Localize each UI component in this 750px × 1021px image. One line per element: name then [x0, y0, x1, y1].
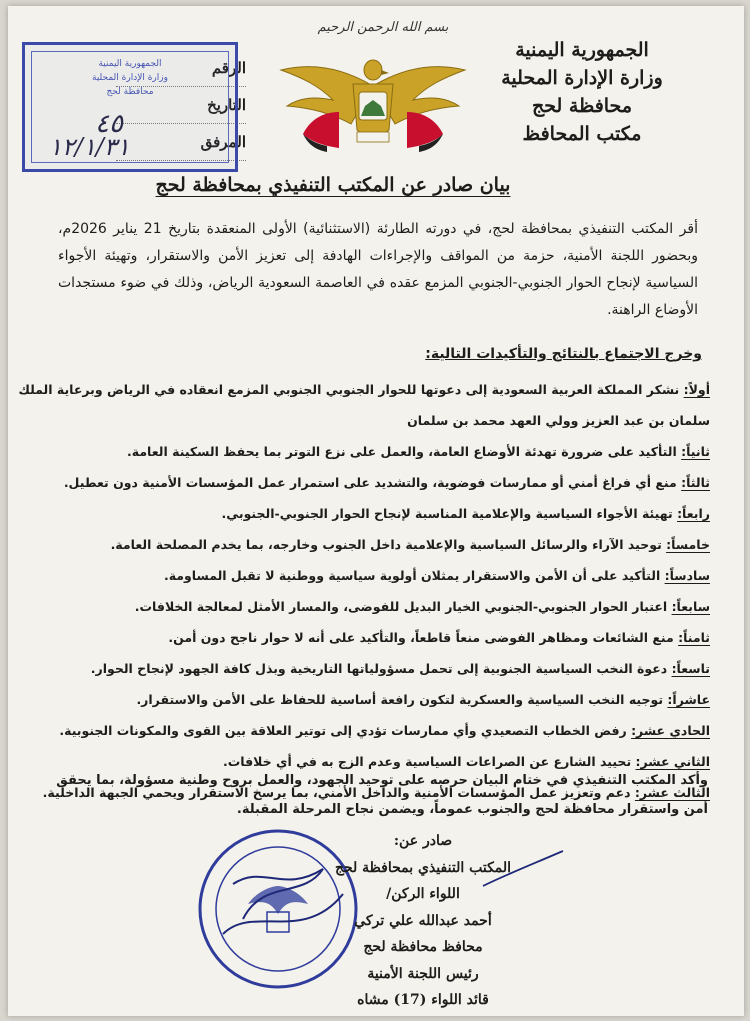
stamp-line: الجمهورية اليمنية [98, 59, 162, 69]
list-item [30, 653, 710, 684]
item-label: رابعاً: [677, 506, 710, 521]
item-label: ثانياً: [681, 444, 710, 459]
ref-number-label: الرقم [116, 50, 246, 87]
item-text: منع أي فراغ أمني أو ممارسات فوضوية، والتشديد على استمرار عمل المؤسسات الأمنية دون تعطيل. [63, 475, 677, 490]
item-text: دعم وتعزيز عمل المؤسسات الأمنية والداخل الأمني، بما يرسخ الاستقرار ويحمي الجبهة الداخلية. [42, 785, 631, 800]
results-heading: وخرج الاجتماع بالنتائج والتأكيدات التالية: [425, 346, 702, 362]
item-label: تاسعاً: [671, 661, 710, 676]
list-item [30, 622, 710, 653]
basmala: بسم الله الرحمن الرحيم [317, 20, 449, 35]
item-label: ثالثاً: [681, 475, 710, 490]
item-label: عاشراً: [667, 692, 710, 707]
ref-attachment-label: المرفق [116, 124, 246, 161]
stamp-handwritten-number: ٤٥ [95, 109, 123, 139]
item-label: سادساً: [664, 568, 710, 583]
list-item [30, 715, 710, 746]
stamp-line: وزارة الإدارة المحلية [92, 73, 168, 83]
item-text: نشكر المملكة العربية السعودية إلى دعوتها للحوار الجنوبي الجنوبي المزمع انعقاده في الرياض وبرعاية الملك [18, 382, 680, 397]
list-item [30, 684, 710, 715]
item-text: دعوة النخب السياسية الجنوبية إلى تحمل مسؤولياتها التاريخية وبذل كافة الجهود لإنجاح الحوار. [90, 661, 668, 676]
intro-paragraph: أقر المكتب التنفيذي بمحافظة لحج، في دورته الطارئة (الاستثنائية) الأولى المنعقدة بتاريخ 21 يناير 2026م، وبحضور اللجنة الأمنية، حزمة من المواقف والإجراءات الهادفة إلى تعزيز الأمن والاستقرار، وتهيئة الأجواء السياسية لإنجاح الحوار الجنوبي-الجنوبي المزمع عقده في العاصمة السعودية الرياض، وذلك في ضوء مستجدات الأوضاع الراهنة. [58, 221, 698, 318]
item-text: التأكيد على ضرورة تهدئة الأوضاع العامة، والعمل على نزع التوتر بما يحفظ السكينة العامة. [126, 444, 677, 459]
document-page [8, 6, 744, 1016]
item-label: الثالث عشر: [634, 785, 710, 800]
incoming-stamp [22, 42, 238, 172]
item-label: خامساً: [666, 537, 710, 552]
sign-name: أحمد عبدالله علي تركي [354, 912, 492, 929]
item-text: منع الشائعات ومظاهر الفوضى منعاً قاطعاً، والتأكيد على أنه لا حوار ناجح دون أمن. [168, 630, 674, 645]
closing-paragraph: وأكد المكتب التنفيذي في ختام البيان حرصه على توحيد الجهود، والعمل بروح وطنية مسؤولة، بما يحقق أمن واستقرار محافظة لحج والجنوب عموماً، ويضمن نجاح المرحلة المقبلة. [56, 773, 708, 817]
sign-issued-by: صادر عن: [393, 833, 453, 849]
sign-brigade: قائد اللواء (17) مشاه [357, 992, 489, 1008]
org-line: الجمهورية اليمنية [515, 39, 649, 61]
list-item [30, 436, 710, 467]
org-line: مكتب المحافظ [522, 123, 642, 145]
statement-title: بيان صادر عن المكتب التنفيذي بمحافظة لحج [155, 174, 511, 196]
stamp-handwritten-date: ١٢/١/٣١ [49, 133, 130, 161]
item-text: توحيد الآراء والرسائل السياسية والإعلامية داخل الجنوب وخارجه، بما يخدم المصلحة العامة. [110, 537, 662, 552]
list-item [18, 374, 710, 405]
item-text: اعتبار الحوار الجنوبي-الجنوبي الخيار البديل للفوضى، والمسار الأمثل لمعالجة الخلافات. [134, 599, 668, 614]
item-label: سابعاً: [671, 599, 710, 614]
results-list [18, 374, 710, 808]
org-line: وزارة الإدارة المحلية [501, 67, 663, 89]
sign-rank: اللواء الركن/ [386, 886, 460, 902]
item-text: التأكيد على أن الأمن والاستقرار يمثلان أولوية سياسية ووطنية لا تقبل المساومة. [163, 568, 661, 583]
item-text: سلمان بن عبد العزيز وولي العهد محمد بن سلمان [407, 413, 710, 428]
sign-committee: رئيس اللجنة الأمنية [367, 965, 479, 982]
list-item [30, 591, 710, 622]
ref-date-label: التاريخ [116, 87, 246, 124]
item-label: الثاني عشر: [635, 754, 710, 769]
letterhead-org [472, 36, 692, 148]
item-text: تهيئة الأجواء السياسية والإعلامية المناسبة لإنجاح الحوار الجنوبي-الجنوبي. [221, 506, 673, 521]
sign-position: محافظ محافظة لحج [363, 939, 483, 955]
item-label: أولاً: [683, 382, 710, 397]
item-text: تحييد الشارع عن الصراعات السياسية وعدم الزج به في أي خلافات. [222, 754, 632, 769]
list-item [30, 529, 710, 560]
stamp-line: محافظة لحج [106, 87, 154, 97]
item-text: توجيه النخب السياسية والعسكرية لتكون رافعة أساسية للحفاظ على الأمن والاستقرار. [136, 692, 664, 707]
list-item [30, 498, 710, 529]
yemen-eagle-emblem [273, 48, 473, 158]
list-item [30, 560, 710, 591]
item-label: الحادي عشر: [631, 723, 710, 738]
list-item [30, 467, 710, 498]
item-label: ثامناً: [678, 630, 710, 645]
list-item [30, 405, 710, 436]
item-text: رفض الخطاب التصعيدي وأي ممارسات تؤدي إلى توتير العلاقة بين القوى والمكونات الجنوبية. [59, 723, 627, 738]
org-line: محافظة لحج [531, 95, 633, 117]
signature-block [308, 828, 538, 1014]
sign-office: المكتب التنفيذي بمحافظة لحج [334, 859, 512, 876]
